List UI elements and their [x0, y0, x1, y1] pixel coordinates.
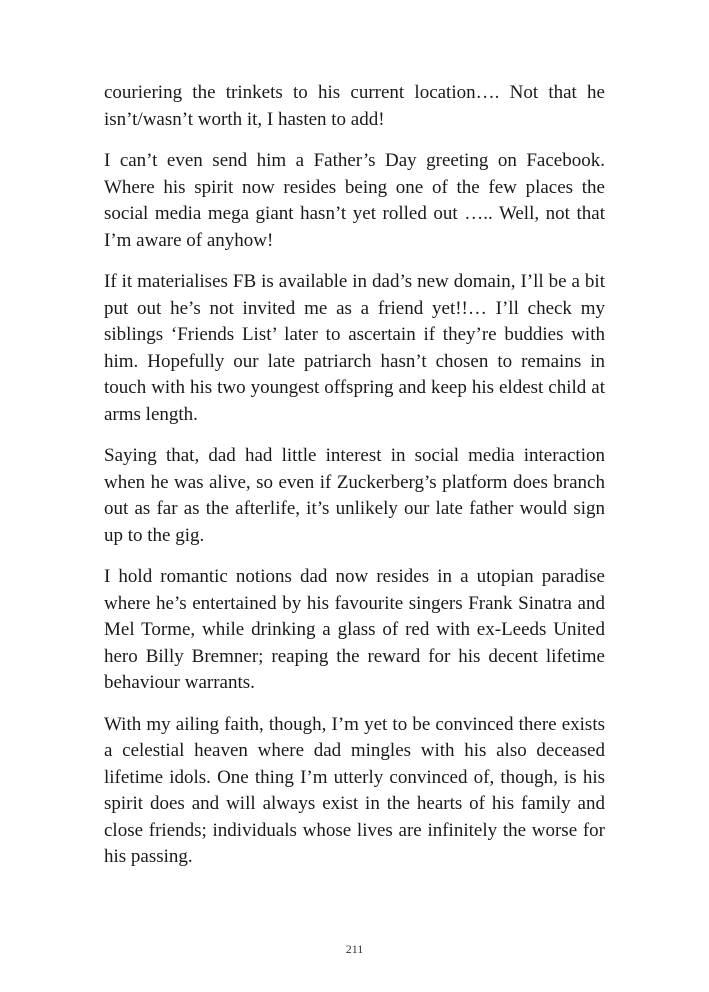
paragraph-2: I can’t even send him a Father’s Day greeting on Facebook. Where his spirit now resides being one of the few places the social media mega giant hasn’t yet rolled out ….. Well, not that I’m aware of anyhow! [104, 150, 605, 251]
paragraph-3: If it materialises FB is available in dad’s new domain, I’ll be a bit put out he’s not invited me as a friend yet!!… I’ll check my siblings ‘Friends List’ later to ascertain if they’re buddies with him. Hopefully our late patriarch hasn’t chosen to remains in touch with his two youngest offspring and keep his eldest child at arms length. [104, 271, 605, 425]
page-number: 211 [345, 942, 364, 956]
paragraph-5: I hold romantic notions dad now resides in a utopian paradise where he’s entertained by his favourite singers Frank Sinatra and Mel Torme, while drinking a glass of red with ex-Leeds United hero Billy Bremner; reaping the reward for his decent lifetime behaviour warrants. [104, 566, 605, 693]
paragraph-1: couriering the trinkets to his current location…. Not that he isn’t/wasn’t worth it, I hasten to add! [104, 82, 605, 130]
body-text [104, 80, 605, 886]
paragraph-6: With my ailing faith, though, I’m yet to be convinced there exists a celestial heaven where dad mingles with his also deceased lifetime idols. One thing I’m utterly convinced of, though, is his spirit does and will always exist in the hearts of his family and close friends; individuals whose lives are infinitely the worse for his passing. [104, 713, 605, 867]
paragraph-4: Saying that, dad had little interest in social media interaction when he was alive, so even if Zuckerberg’s platform does branch out as far as the afterlife, it’s unlikely our late father would sign up to the gig. [104, 445, 605, 546]
